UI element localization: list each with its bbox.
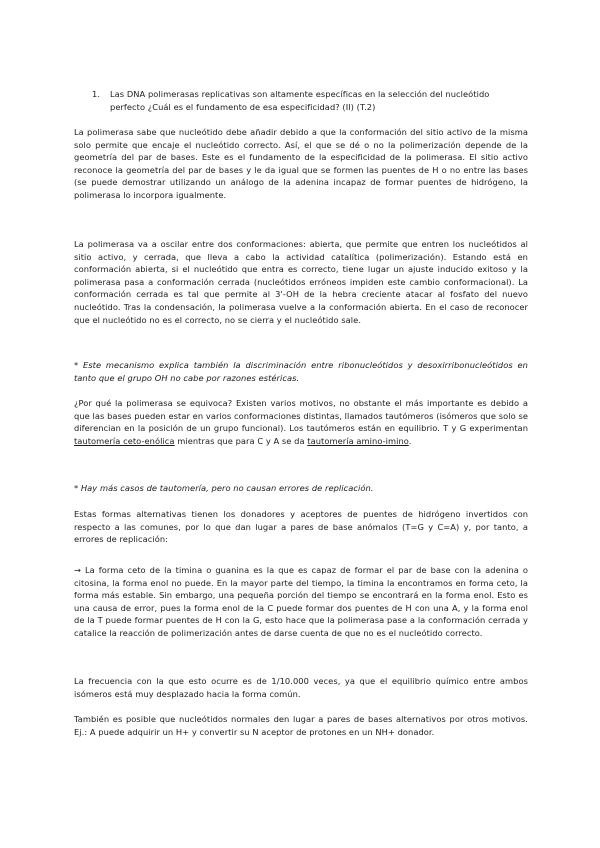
paragraph-tautomers — [74, 397, 528, 447]
question-number: 1. — [92, 89, 101, 99]
tautomers-text: ¿Por qué la polimerasa se equivoca? Existen varios motivos, no obstante el más importante es debido a que las bases pueden estar en varios conformaciones distintas, llamados tautómeros (isómeros que solo se diferencian en la posición de un grupo funcional). Los tautómeros están en equilibrio. T y G experimentan — [74, 398, 528, 434]
tautomers-mid-text: mientras que para C y A se da — [174, 435, 308, 446]
amino-imino-term: tautomería amino-imino — [307, 435, 409, 446]
tautomers-end: . — [408, 435, 412, 446]
paragraph-specificity: La polimerasa sabe que nucleótido debe añadir debido a que la conformación del sitio activo de la misma solo permite que encaje el nucleótido correcto. Así, el que se dé o no la polimerización depende de la geometría del par de bases. Este es el fundamento de la especificidad de la polimerasa. El sitio activo reconoce la geometría del par de bases y le da igual que se formen las puentes de H o no entre las bases (se puede demostrar utilizando un análogo de la adenina incapaz de formar puentes de hidrógeno, la polimerasa lo incorpora igualmente. — [74, 127, 528, 200]
question-text: Las DNA polimerasas replicativas son altamente específicas en la selección del nucleótido perfecto ¿Cuál es el fundamento de esa especificidad? (II) (T.2) — [110, 89, 490, 112]
question-item — [92, 88, 512, 113]
keto-enol-term: tautomería ceto-enólica — [74, 435, 175, 446]
paragraph-frequency: La frecuencia con la que esto ocurre es de 1/10.000 veces, ya que el equilibrio químico entre ambos isómeros está muy desplazado hacia la forma común. — [74, 676, 528, 699]
paragraph-other-motives: También es posible que nucleótidos normales den lugar a pares de bases alternativos por otros motivos. Ej.: A puede adquirir un H+ y convertir su N aceptor de protones en un NH+ donador. — [74, 714, 528, 737]
paragraph-keto-enol: → La forma ceto de la timina o guanina es la que es capaz de formar el par de base con la adenina o citosina, la forma enol no puede. En la mayor parte del tiempo, la timina la encontramos en forma ceto, la forma más estable. Sin embargo, una pequeña porción del tiempo se encontrará en la forma enol. Esto es una causa de error, pues la forma enol de la C puede formar dos puentes de H con una A, y la forma enol de la T puede formar puentes de H con la G, esto hace que la polimerasa pase a la conformación cerrada y catalice la reacción de polimerización antes de darse cuenta de que no es el nucleótido correcto. — [74, 565, 528, 638]
paragraph-alternative-forms: Estas formas alternativas tienen los donadores y aceptores de puentes de hidrógeno invertidos con respecto a las comunes, por lo que dan lugar a pares de base anómalos (T=G y C=A) y, por tanto, a errores de replicación: — [74, 509, 528, 545]
note-ribonucleotides: * Este mecanismo explica también la discriminación entre ribonucleótidos y desoxirribonucleótidos en tanto que el grupo OH no cabe por razones estéricas. — [74, 360, 528, 383]
paragraph-conformations: La polimerasa va a oscilar entre dos conformaciones: abierta, que permite que entren los nucleótidos al sitio activo, y cerrada, que lleva a cabo la actividad catalítica (polimerización). Estando está en conformación abierta, si el nucleótido que entra es correcto, tiene lugar un ajuste inducido exitoso y la polimerasa pasa a conformación cerrada (nucleótidos erróneos impiden este cambio conformacional). La conformación cerrada es tal que permite al 3'-OH de la hebra creciente atacar al fosfato del nuevo nucleótido. Tras la condensación, la polimerasa vuelve a la conformación abierta. En el caso de reconocer que el nucleótido no es el correcto, no se cierra y el nucleótido sale. — [74, 239, 528, 325]
note-more-tautomers: * Hay más casos de tautomería, pero no causan errores de replicación. — [74, 483, 374, 493]
